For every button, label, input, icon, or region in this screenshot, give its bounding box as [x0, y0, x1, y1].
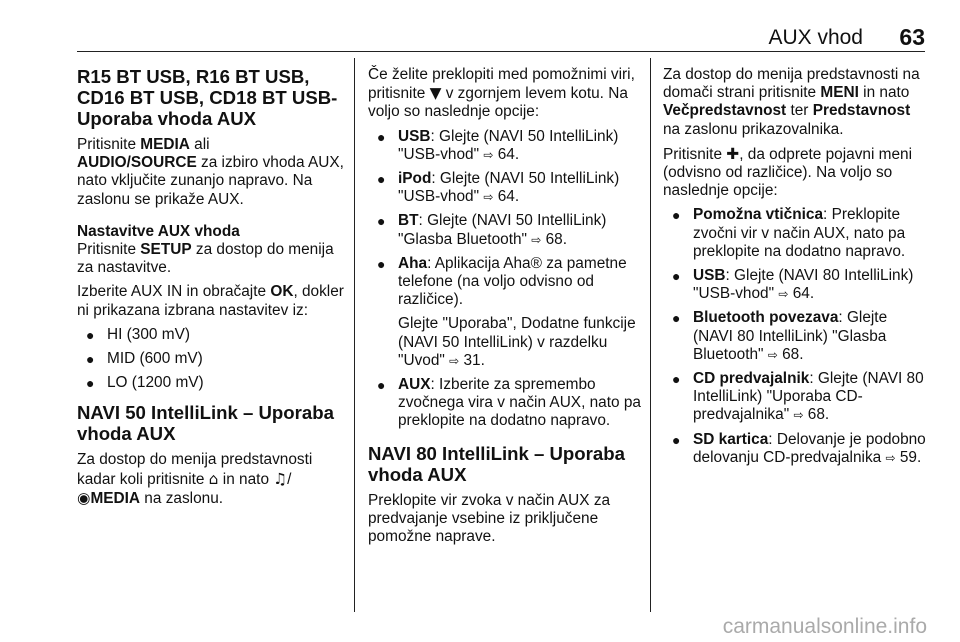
text: : Glejte (NAVI 80 IntelliLink) "Glasba Bluetooth": [693, 309, 888, 363]
aux-option-list: [368, 376, 644, 431]
column-divider-1: [354, 58, 355, 612]
list-item: ● LO (1200 mV): [77, 374, 345, 392]
text: Za dostop do menija predstavnosti kadar koli pritisnite: [77, 451, 313, 488]
option-label: BT: [398, 212, 419, 230]
list-item: [663, 370, 929, 425]
text: na zaslonu prikazovalnika.: [663, 120, 844, 138]
home-icon: ⌂: [208, 469, 219, 488]
media-disc-icon: ◉: [77, 488, 91, 507]
list-item: ● HI (300 mV): [77, 326, 345, 344]
page-ref: 68.: [541, 230, 568, 248]
text: v zgornjem levem kotu. Na voljo so naslednje opcije:: [368, 85, 628, 121]
page-ref: 68.: [777, 345, 804, 363]
aux-level-list: [77, 326, 345, 393]
list-item: [663, 267, 929, 303]
column-1: [77, 66, 345, 514]
page-ref: 31.: [459, 351, 485, 369]
text: : Glejte (NAVI 50 IntelliLink) "USB-vhod": [398, 127, 619, 163]
paragraph-navi80-switch: Preklopite vir zvoka v način AUX za predvajanje vsebine iz priključene pomožne naprave.: [368, 491, 611, 546]
watermark: carmanualsonline.info: [722, 615, 927, 638]
text: na zaslonu.: [140, 489, 224, 507]
down-arrow-icon: ▼: [429, 84, 442, 103]
option-label: CD predvajalnik: [693, 370, 810, 388]
column-divider-2: [650, 58, 651, 612]
paragraph-aha-more: [368, 315, 644, 370]
section-heading-r15: R15 BT USB, R16 BT USB, CD16 BT USB, CD18 BT USB- Uporaba vhoda AUX: [77, 66, 338, 129]
text: : Aplikacija Aha® za pametne telefone (na voljo odvisno od različice).: [398, 254, 627, 309]
text: ali: [189, 136, 210, 153]
paragraph-aux-in: [77, 283, 345, 319]
option-label: Aha: [398, 254, 428, 272]
text: ter: [786, 102, 813, 120]
ok-key-label: OK: [270, 283, 294, 301]
text: in nato: [218, 470, 274, 488]
column-3: [663, 66, 929, 473]
page-ref: 59.: [895, 448, 922, 466]
list-item: [663, 206, 929, 261]
paragraph-popup-menu: [663, 145, 929, 201]
page-ref-icon: ⇨: [483, 190, 494, 205]
page-ref-icon: ⇨: [531, 232, 542, 247]
paragraph-navi50-access: [77, 451, 345, 508]
text: Za dostop do menija predstavnosti na domači strani pritisnite: [663, 66, 920, 102]
list-item: [368, 170, 644, 206]
meni-key-label: MENI: [820, 84, 859, 102]
option-label: Pomožna vtičnica: [693, 206, 824, 224]
paragraph-navi80-access: [663, 66, 929, 139]
option-label: USB: [693, 267, 726, 285]
predstavnost-label: Predstavnost: [812, 102, 911, 120]
paragraph-setup: [77, 241, 345, 277]
text: : Glejte (NAVI 50 IntelliLink) "USB-vhod": [398, 170, 620, 206]
list-item: [663, 431, 929, 467]
vecpredstavnost-label: Večpredstavnost: [663, 102, 787, 120]
source-options-list: [368, 128, 644, 310]
list-item: [368, 255, 644, 310]
option-label: AUX: [398, 376, 431, 394]
media-key-label: MEDIA: [90, 489, 141, 507]
page-ref: 64.: [493, 188, 520, 206]
text: Glejte "Uporaba", Dodatne funkcije (NAVI 50 IntelliLink) v razdelku "Uvod": [398, 315, 636, 369]
text: Pritisnite: [663, 145, 727, 163]
text: : Preklopite zvočni vir v način AUX, nato pa preklopite na dodatno napravo.: [693, 206, 906, 260]
page-header: [77, 24, 925, 53]
option-label: USB: [398, 127, 431, 145]
page-ref-icon: ⇨: [778, 287, 789, 302]
page-ref-icon: ⇨: [449, 353, 460, 368]
list-item: [663, 309, 929, 364]
text: , da odprete pojavni meni (odvisno od različice). Na voljo so naslednje opcije:: [663, 145, 913, 200]
page-ref: 68.: [803, 406, 830, 424]
page-ref: 64.: [493, 145, 520, 163]
page-ref-icon: ⇨: [793, 408, 804, 423]
paragraph-media: [77, 136, 345, 209]
text: in nato: [858, 84, 910, 102]
setup-key-label: SETUP: [140, 241, 192, 259]
page-ref-icon: ⇨: [885, 450, 896, 465]
list-item: [368, 376, 644, 431]
text: za dostop do menija za nastavitve.: [77, 241, 334, 277]
list-item: [368, 212, 644, 248]
paragraph-switch-source: [368, 66, 644, 122]
media-key-label: MEDIA: [140, 136, 190, 153]
page-number: 63: [899, 24, 925, 50]
audio-source-key-label: AUDIO/SOURCE: [77, 154, 197, 172]
text: Če želite preklopiti med pomožnimi viri, pritisnite: [368, 66, 635, 103]
text: : Glejte (NAVI 50 IntelliLink) "Glasba Bluetooth": [398, 212, 607, 248]
text: Pritisnite: [77, 241, 141, 259]
text: /: [287, 470, 292, 488]
option-label: SD kartica: [693, 430, 769, 448]
navi80-options-list: [663, 206, 929, 467]
page-ref: 64.: [788, 285, 815, 303]
section-heading-navi80: NAVI 80 IntelliLink – Uporaba vhoda AUX: [368, 442, 625, 485]
option-label: iPod: [398, 170, 432, 188]
subheading-aux-settings: Nastavitve AUX vhoda: [77, 222, 240, 240]
column-2: [368, 66, 644, 552]
music-note-icon: ♫: [273, 469, 288, 488]
text: , dokler ni prikazana izbrana nastavitev iz:: [77, 283, 344, 319]
plus-icon: ✚: [726, 144, 740, 163]
page-title: AUX vhod: [768, 26, 863, 49]
text: : Glejte (NAVI 80 IntelliLink) "Uporaba CD-predvajalnika": [693, 370, 924, 424]
section-heading-navi50: NAVI 50 IntelliLink – Uporaba vhoda AUX: [77, 402, 334, 445]
text: : Delovanje je podobno delovanju CD-predvajalnika: [693, 430, 926, 466]
list-item: ● MID (600 mV): [77, 350, 345, 368]
text: za izbiro vhoda AUX, nato vključite zunanjo napravo. Na zaslonu se prikaže AUX.: [77, 154, 344, 208]
page-ref-icon: ⇨: [767, 347, 778, 362]
header-divider: [77, 51, 925, 52]
list-item: [368, 128, 644, 164]
page-ref-icon: ⇨: [483, 147, 494, 162]
text: Izberite AUX IN in obračajte: [77, 283, 271, 301]
text: : Glejte (NAVI 80 IntelliLink) "USB-vhod": [693, 267, 914, 303]
text: : Izberite za spremembo zvočnega vira v način AUX, nato pa preklopite na dodatno napravo.: [398, 376, 641, 430]
option-label: Bluetooth povezava: [693, 309, 839, 327]
text: Pritisnite: [77, 136, 141, 153]
